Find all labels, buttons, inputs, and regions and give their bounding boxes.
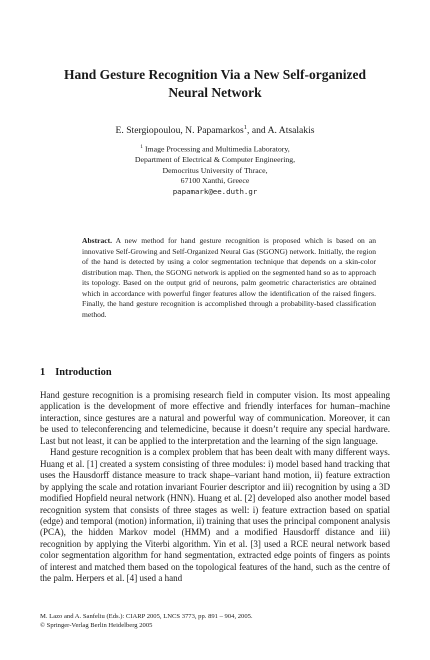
affiliation-mark: 1 (140, 144, 143, 150)
title-line-2: Neural Network (168, 85, 262, 100)
author-email: papamark@ee.duth.gr (172, 186, 258, 196)
body-text (40, 390, 390, 585)
page-footer (40, 612, 390, 630)
footer-citation: M. Lazo and A. Sanfeliu (Eds.): CIARP 2005, LNCS 3773, pp. 891 – 904, 2005. (40, 613, 253, 620)
affiliation-line-1 (60, 142, 370, 155)
authors-main: E. Stergiopoulou, N. Papamarkos (115, 125, 244, 137)
affiliation-line-4: 67100 Xanthi, Greece (180, 176, 250, 186)
paragraph-1: Hand gesture recognition is a promising research field in computer vision. Its most appealing application is the development of more effective and friendly interfaces for human–machine interaction, since gestures are a natural and powerful way of communication. Moreover, it can be used to teleconferencing and telemedicine, because it doesn’t require any special hardware. Last but not least, it can be applied to the interpretation and the learning of the sign language. (40, 390, 390, 446)
section-number: 1 (40, 367, 46, 378)
affiliation-line-2: Department of Electrical & Computer Engineering, (134, 155, 296, 165)
section-title: Introduction (55, 367, 112, 378)
paragraph-2: Hand gesture recognition is a complex problem that has been dealt with many different ways. Huang et al. [1] created a system consisting of three modules: i) model based hand tracking that uses the Hausdorff distance measure to track shape–variant hand motion, ii) feature extraction by applying the scale and rotation invariant Fourier descriptor and iii) recognition by using a 3D modified Hopfield neural network (HNN). Huang et al. [2] developed also another model based recognition system that consists of three stages as well: i) feature extraction based on spatial (edge) and temporal (motion) information, ii) training that uses the principal component analysis (PCA), the hidden Markov model (HMM) and a modified Hausdorff distance and iii) recognition by applying the Viterbi algorithm. Yin et al. [3] used a RCE neural network based color segmentation algorithm for hand segmentation, extracted edge points of fingers as points of interest and matched them based on the topological features of the hand, such as the centre of the palm. Herpers et al. [4] used a hand (40, 447, 390, 584)
abstract-text: A new method for hand gesture recognition is proposed which is based on an innovative Self-Growing and Self-Organized Neural Gas (SGONG) network. Initially, the region of the hand is detected by using a color segmentation technique that depends on a skin-color distribution map. Then, the SGONG network is applied on the segmented hand so as to approach its topology. Based on the output grid of neurons, palm geometric characteristics are obtained which in accordance with powerful finger features allow the identification of the raised fingers. Finally, the hand gesture recognition is accomplished through a probability-based classification method. (82, 236, 376, 319)
abstract (82, 236, 376, 320)
affiliation-block (60, 142, 370, 198)
title-line-1: Hand Gesture Recognition Via a New Self-organized (64, 67, 366, 82)
authors-tail: , and A. Atsalakis (247, 125, 315, 137)
section-heading (40, 367, 112, 378)
abstract-label: Abstract. (82, 236, 112, 245)
author-affiliation-mark: 1 (243, 124, 248, 131)
affiliation-line-3: Democritus University of Thrace, (162, 165, 268, 175)
author-list (40, 122, 390, 137)
paper-title (40, 66, 390, 102)
affiliation-lab: Image Processing and Multimedia Laboratory, (143, 144, 290, 154)
footer-copyright: © Springer-Verlag Berlin Heidelberg 2005 (40, 622, 153, 629)
